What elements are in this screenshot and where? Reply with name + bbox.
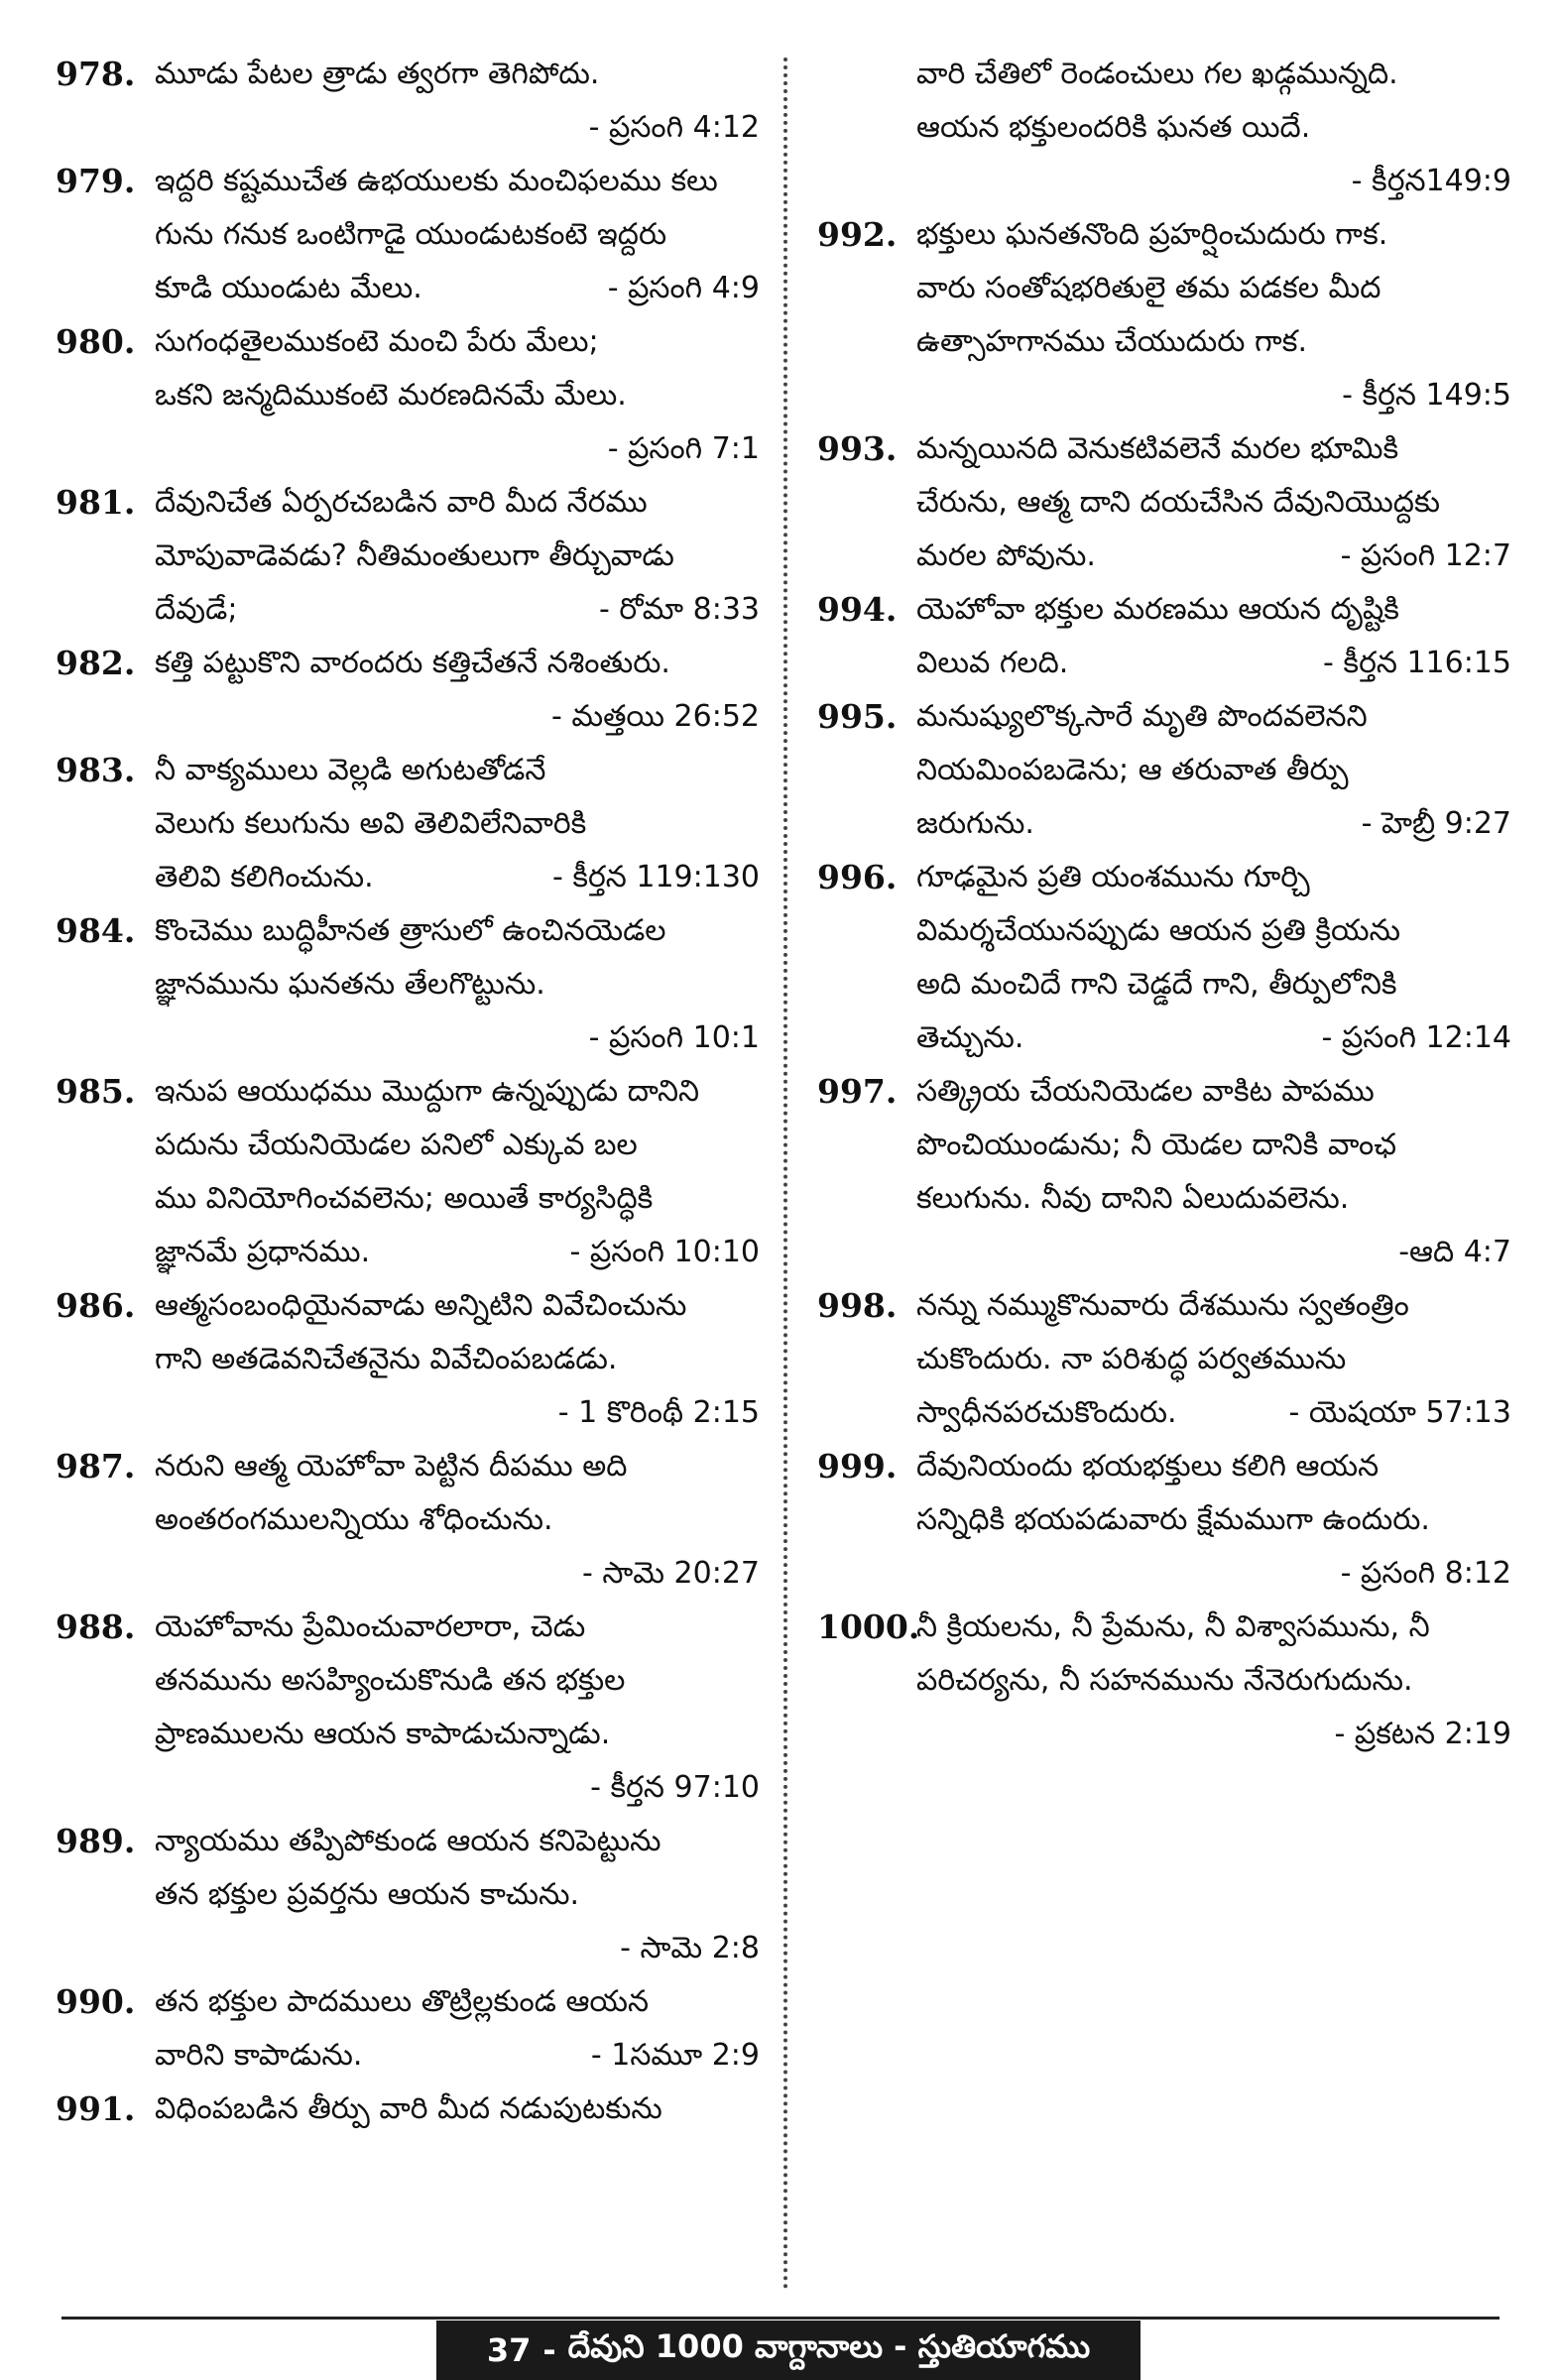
verse-line <box>56 1975 760 2029</box>
entry-number: 996. <box>817 858 898 896</box>
verse-text: స్వాధీనపరచుకొందురు. <box>916 1395 1177 1430</box>
verse-reference: - ప్రసంగి 12:14 <box>1321 1020 1511 1055</box>
verse-line <box>817 690 1511 744</box>
entry-number: 980. <box>56 322 136 361</box>
promise-entry <box>817 422 1511 583</box>
verse-reference: - కీర్తన 97:10 <box>590 1770 760 1805</box>
verse-reference: - కీర్తన 149:5 <box>1342 378 1511 413</box>
verse-reference: - ప్రసంగి 8:12 <box>1340 1556 1511 1591</box>
verse-text: విమర్శచేయునప్పుడు ఆయన ప్రతి క్రియను <box>916 913 1401 948</box>
verse-line <box>56 1333 760 1386</box>
verse-line <box>817 48 1511 101</box>
verse-reference: - ప్రసంగి 7:1 <box>607 431 760 466</box>
footer-banner <box>436 2320 1141 2380</box>
verse-line <box>56 2082 760 2136</box>
promise-entry <box>56 744 760 904</box>
verse-reference: - హెబ్రీ 9:27 <box>1361 806 1511 841</box>
entry-number: 992. <box>817 215 898 254</box>
verse-reference: - ప్రకటన 2:19 <box>1334 1717 1511 1751</box>
verse-text: మోపువాడెవడు? నీతిమంతులుగా తీర్చువాడు <box>155 538 674 573</box>
verse-reference: - ప్రసంగి 10:10 <box>569 1235 760 1269</box>
verse-text: ఉత్సాహగానము చేయుదురు గాక. <box>916 324 1307 359</box>
verse-text: ఇద్దరి కష్టముచేత ఉభయులకు మంచిఫలము కలు <box>155 164 718 198</box>
verse-reference: - ప్రసంగి 4:9 <box>607 271 760 305</box>
entry-number: 979. <box>56 162 136 200</box>
promise-entry <box>56 1601 760 1815</box>
verse-line <box>56 262 760 315</box>
verse-text: పొంచియుండును; నీ యెడల దానికి వాంఛ <box>916 1128 1397 1162</box>
verse-line <box>56 744 760 797</box>
verse-text: వారిని కాపాడును. <box>155 2038 363 2073</box>
promise-entry <box>56 904 760 1065</box>
verse-line <box>817 422 1511 476</box>
verse-line <box>817 958 1511 1012</box>
entry-number: 982. <box>56 644 136 682</box>
verse-reference: - యెషయా 57:13 <box>1288 1395 1511 1430</box>
entry-number: 997. <box>817 1072 898 1111</box>
reference-line <box>817 155 1511 208</box>
promise-entry <box>817 690 1511 851</box>
entry-number: 1000. <box>817 1607 920 1646</box>
verse-text: యెహోవా భక్తుల మరణము ఆయన దృష్టికి <box>916 592 1399 627</box>
verse-text: ఆత్మసంబంధియైనవాడు అన్నిటిని వివేచించును <box>155 1288 687 1323</box>
verse-line <box>56 1119 760 1172</box>
verse-reference: - సామె 20:27 <box>581 1556 760 1591</box>
verse-text: నీ వాక్యములు వెల్లడి అగుటతోడనే <box>155 753 546 787</box>
verse-line <box>56 1654 760 1708</box>
reference-line <box>817 1226 1511 1279</box>
verse-line <box>817 315 1511 369</box>
verse-line <box>56 851 760 904</box>
promise-entry <box>56 1975 760 2082</box>
verse-text: కూడి యుండుట మేలు. <box>155 271 422 305</box>
verse-line <box>817 1601 1511 1654</box>
reference-line <box>56 422 760 476</box>
verse-line <box>56 1440 760 1493</box>
promise-entry <box>817 1440 1511 1601</box>
reference-line <box>56 101 760 155</box>
verse-line <box>56 1279 760 1333</box>
verse-text: దేవునిచేత ఏర్పరచబడిన వారి మీద నేరము <box>155 485 648 520</box>
verse-line <box>56 583 760 637</box>
verse-text: నరుని ఆత్మ యెహోవా పెట్టిన దీపము అది <box>155 1449 628 1484</box>
verse-reference: - సామె 2:8 <box>620 1931 760 1965</box>
promise-entry <box>56 476 760 637</box>
verse-text: సుగంధతైలముకంటె మంచి పేరు మేలు; <box>155 324 599 359</box>
entry-number: 983. <box>56 751 136 789</box>
entry-number: 985. <box>56 1072 136 1111</box>
promise-entry <box>56 315 760 476</box>
verse-line <box>56 1601 760 1654</box>
verse-line <box>817 208 1511 262</box>
verse-text: నన్ను నమ్ముకొనువారు దేశమును స్వతంత్రిం <box>916 1288 1409 1323</box>
entry-number: 986. <box>56 1286 136 1325</box>
promise-entry <box>817 48 1511 208</box>
verse-reference: - 1 కొరింథీ 2:15 <box>557 1395 760 1430</box>
footer-title: దేవుని 1000 వాగ్దానాలు - స్తుతియాగము <box>567 2327 1091 2365</box>
verse-reference: - కీర్తన149:9 <box>1351 164 1511 198</box>
verse-text: విలువ గలది. <box>916 646 1069 680</box>
verse-line <box>817 1065 1511 1119</box>
reference-line <box>817 1547 1511 1601</box>
promise-entry <box>56 1815 760 1975</box>
reference-line <box>56 690 760 744</box>
verse-text: మనుష్యులొక్కసారే మృతి పొందవలెనని <box>916 699 1368 734</box>
footer-rule <box>61 2317 1500 2320</box>
entry-number: 978. <box>56 55 136 93</box>
verse-line <box>56 369 760 422</box>
verse-text: కలుగును. నీవు దానిని ఏలుదువలెను. <box>916 1181 1350 1216</box>
promise-entry <box>817 1065 1511 1279</box>
verse-text: గాని అతడెవనిచేతనైను వివేచింపబడడు. <box>155 1342 618 1376</box>
verse-line <box>56 1226 760 1279</box>
right-column <box>817 48 1511 1761</box>
verse-line <box>56 1815 760 1868</box>
entry-number: 989. <box>56 1822 136 1860</box>
verse-text: ఇనుప ఆయుధము మొద్దుగా ఉన్నప్పుడు దానిని <box>155 1074 700 1109</box>
verse-text: సన్నిధికి భయపడువారు క్షేమముగా ఉందురు. <box>916 1502 1430 1537</box>
verse-text: తెచ్చును. <box>916 1020 1024 1055</box>
reference-line <box>817 1708 1511 1761</box>
footer-dash: - <box>542 2331 556 2369</box>
verse-reference: - ప్రసంగి 12:7 <box>1340 538 1511 573</box>
verse-text: చేరును, ఆత్మ దాని దయచేసిన దేవునియొద్దకు <box>916 485 1441 520</box>
verse-text: గును గనుక ఒంటిగాడై యుండుటకంటె ఇద్దరు <box>155 217 667 252</box>
verse-line <box>56 2029 760 2082</box>
verse-text: ఒకని జన్మదిముకంటె మరణదినమే మేలు. <box>155 378 627 413</box>
verse-line <box>817 637 1511 690</box>
entry-number: 994. <box>817 590 898 629</box>
verse-text: మన్నయినది వెనుకటివలెనే మరల భూమికి <box>916 431 1399 466</box>
entry-number: 998. <box>817 1286 898 1325</box>
entry-number: 991. <box>56 2089 136 2128</box>
verse-line <box>56 1868 760 1922</box>
verse-text: జరుగును. <box>916 806 1034 841</box>
verse-reference: - కీర్తన 119:130 <box>551 860 760 894</box>
promise-entry <box>56 1065 760 1279</box>
verse-line <box>817 1333 1511 1386</box>
verse-reference: - కీర్తన 116:15 <box>1323 646 1511 680</box>
verse-text: మూడు పేటల త్రాడు త్వరగా తెగిపోదు. <box>155 57 600 91</box>
verse-text: తన భక్తుల ప్రవర్తను ఆయన కాచును. <box>155 1877 579 1912</box>
verse-line <box>56 530 760 583</box>
verse-text: న్యాయము తప్పిపోకుండ ఆయన కనిపెట్టును <box>155 1824 661 1858</box>
verse-line <box>817 1440 1511 1493</box>
verse-reference: - ప్రసంగి 10:1 <box>588 1020 760 1055</box>
verse-line <box>817 851 1511 904</box>
reference-line <box>56 1761 760 1815</box>
verse-text: గూఢమైన ప్రతి యంశమును గూర్చి <box>916 860 1310 894</box>
verse-text: తనమును అసహ్యించుకొనుడి తన భక్తుల <box>155 1663 626 1698</box>
reference-line <box>817 369 1511 422</box>
entry-number: 981. <box>56 483 136 522</box>
verse-line <box>817 1119 1511 1172</box>
entry-number: 988. <box>56 1607 136 1646</box>
verse-text: అది మంచిదే గాని చెడ్డదే గాని, తీర్పులోనికి <box>916 967 1397 1002</box>
verse-text: అంతరంగములన్నియు శోధించును. <box>155 1502 553 1537</box>
entry-number: 993. <box>817 429 898 468</box>
verse-text: జ్ఞానమే ప్రధానము. <box>155 1235 371 1269</box>
promise-entry <box>817 583 1511 690</box>
verse-text: వారి చేతిలో రెండంచులు గల ఖడ్గమున్నది. <box>916 57 1398 91</box>
verse-text: భక్తులు ఘనతనొంది ప్రహర్షించుదురు గాక. <box>916 217 1388 252</box>
verse-line <box>817 904 1511 958</box>
verse-reference: - మత్తయి 26:52 <box>550 699 760 734</box>
verse-line <box>817 1279 1511 1333</box>
verse-line <box>817 262 1511 315</box>
entry-number: 987. <box>56 1447 136 1486</box>
reference-line <box>56 1547 760 1601</box>
verse-line <box>817 476 1511 530</box>
verse-text: తన భక్తుల పాదములు తొట్రిల్లకుండ ఆయన <box>155 1984 650 2019</box>
verse-line <box>56 637 760 690</box>
verse-text: తెలివి కలిగించును. <box>155 860 374 894</box>
verse-text: దేవునియందు భయభక్తులు కలిగి ఆయన <box>916 1449 1380 1484</box>
entry-number: 990. <box>56 1982 136 2021</box>
promise-entry <box>817 851 1511 1065</box>
verse-text: వెలుగు కలుగును అవి తెలివిలేనివారికి <box>155 806 587 841</box>
verse-line <box>56 48 760 101</box>
promise-entry <box>817 1279 1511 1440</box>
verse-reference: - ప్రసంగి 4:12 <box>588 110 760 145</box>
verse-text: విధింపబడిన తీర్పు వారి మీద నడుపుటకును <box>155 2091 662 2126</box>
verse-reference: -ఆది 4:7 <box>1398 1235 1511 1269</box>
verse-text: దేవుడే; <box>155 592 238 627</box>
verse-line <box>56 904 760 958</box>
verse-line <box>817 1654 1511 1708</box>
promise-entry <box>56 48 760 155</box>
verse-text: చుకొందురు. నా పరిశుద్ధ పర్వతమును <box>916 1342 1347 1376</box>
entry-number: 999. <box>817 1447 898 1486</box>
verse-line <box>56 476 760 530</box>
promise-entry <box>56 2082 760 2136</box>
verse-line <box>817 1493 1511 1547</box>
verse-text: నియమింపబడెను; ఆ తరువాత తీర్పు <box>916 753 1349 787</box>
promise-entry <box>56 637 760 744</box>
reference-line <box>56 1386 760 1440</box>
verse-text: సత్క్రియ చేయనియెడల వాకిట పాపము <box>916 1074 1375 1109</box>
verse-line <box>817 1386 1511 1440</box>
verse-line <box>817 530 1511 583</box>
promise-entry <box>56 1440 760 1601</box>
column-divider <box>783 58 787 2291</box>
verse-text: ము వినియోగించవలెను; అయితే కార్యసిద్ధికి <box>155 1181 654 1216</box>
verse-line <box>56 1493 760 1547</box>
verse-text: జ్ఞానమును ఘనతను తేలగొట్టును. <box>155 967 545 1002</box>
verse-text: యెహోవాను ప్రేమించువారలారా, చెడు <box>155 1609 586 1644</box>
verse-line <box>817 101 1511 155</box>
verse-text: ఆయన భక్తులందరికి ఘనత యిదే. <box>916 110 1311 145</box>
promise-entry <box>817 208 1511 422</box>
verse-line <box>56 1065 760 1119</box>
page-number: 37 <box>486 2331 532 2369</box>
verse-line <box>56 155 760 208</box>
verse-line <box>56 1172 760 1226</box>
verse-line <box>56 208 760 262</box>
verse-text: పదును చేయనియెడల పనిలో ఎక్కువ బల <box>155 1128 638 1162</box>
verse-line <box>817 797 1511 851</box>
promise-entry <box>56 1279 760 1440</box>
verse-line <box>56 1708 760 1761</box>
verse-text: ప్రాణములను ఆయన కాపాడుచున్నాడు. <box>155 1717 611 1751</box>
verse-text: కొంచెము బుద్ధిహీనత త్రాసులో ఉంచినయెడల <box>155 913 666 948</box>
verse-text: పరిచర్యను, నీ సహనమును నేనెరుగుదును. <box>916 1663 1413 1698</box>
verse-line <box>817 744 1511 797</box>
promise-entry <box>56 155 760 315</box>
verse-text: కత్తి పట్టుకొని వారందరు కత్తిచేతనే నశింతురు. <box>155 646 670 680</box>
entry-number: 995. <box>817 697 898 736</box>
reference-line <box>56 1922 760 1975</box>
verse-line <box>817 1012 1511 1065</box>
verse-text: మరల పోవును. <box>916 538 1096 573</box>
verse-line <box>56 797 760 851</box>
verse-reference: - రోమా 8:33 <box>599 592 760 627</box>
verse-line <box>817 1172 1511 1226</box>
reference-line <box>56 1012 760 1065</box>
entry-number: 984. <box>56 911 136 950</box>
verse-line <box>817 583 1511 637</box>
verse-line <box>56 315 760 369</box>
verse-line <box>56 958 760 1012</box>
verse-text: వారు సంతోషభరితులై తమ పడకల మీద <box>916 271 1381 305</box>
left-column <box>56 48 760 2136</box>
verse-text: నీ క్రియలను, నీ ప్రేమను, నీ విశ్వాసమును, నీ <box>916 1609 1430 1644</box>
promise-entry <box>817 1601 1511 1761</box>
verse-reference: - 1సమూ 2:9 <box>590 2038 760 2073</box>
